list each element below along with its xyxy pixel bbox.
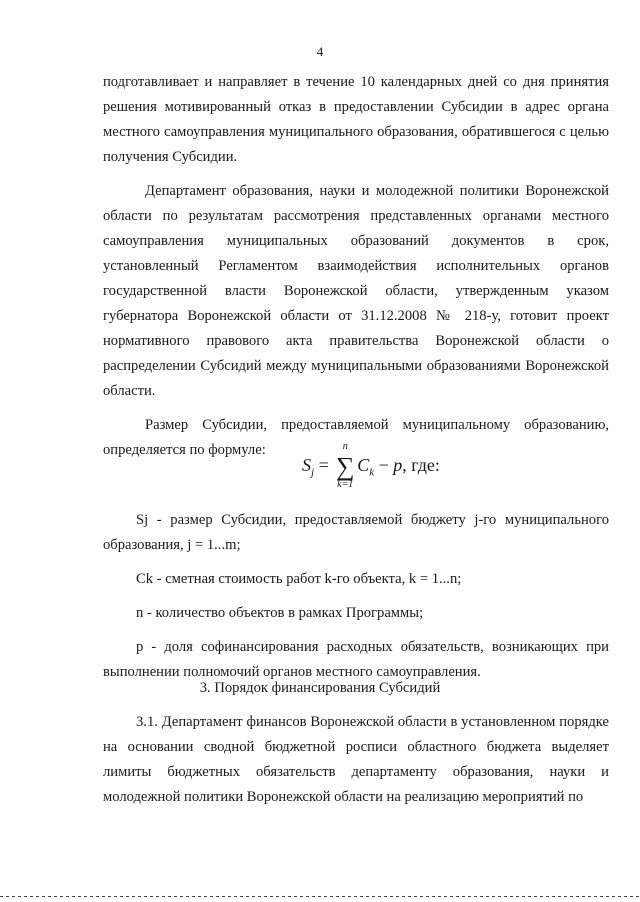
- section-title: 3. Порядок финансирования Субсидий: [199, 680, 441, 696]
- page-number: 4: [316, 44, 324, 59]
- formula-tail: , где:: [402, 455, 440, 475]
- formula-minus: −: [378, 455, 389, 475]
- formula-lhs-sub: j: [311, 466, 315, 479]
- sigma-icon: ∑: [335, 452, 355, 481]
- sum-upper-limit: n: [342, 441, 348, 452]
- paragraph-department: Департамент образования, науки и молодежной политики Воронежской области по результатам рассмотрения представленных органами местного самоуправления муниципальных образований документов в срок, установленный Регламентом взаимодействия исполнительных органов государственной власти Воронежской области, утвержденным указом губернатора Воронежской области от 31.12.2008 № 218-у, готовит проект нормативного правового акта правительства Воронежской области о распределении Субсидий между муниципальными образованиями Воронежской области.: [103, 183, 609, 399]
- formula-definitions: [103, 508, 609, 685]
- scan-edge-divider: [0, 896, 640, 897]
- paragraph-refusal: подготавливает и направляет в течение 10 календарных дней со дня принятия решения мотивированный отказ в предоставлении Субсидии в адрес органа местного самоуправления муниципального образования, обратившегося с целью получения Субсидии.: [103, 74, 609, 165]
- formula-lhs: S: [302, 455, 311, 475]
- paragraph-formula-intro: Размер Субсидии, предоставляемой муниципальному образованию, определяется по формуле:: [103, 417, 609, 458]
- sum-symbol: [333, 441, 357, 490]
- section-body: [103, 710, 609, 810]
- subsidy-formula: [302, 441, 440, 490]
- body-text: [103, 70, 609, 463]
- definition-n: n - количество объектов в рамках Программы;: [136, 605, 424, 621]
- definition-ck: Ck - сметная стоимость работ k-го объекта, k = 1...n;: [136, 571, 462, 587]
- definition-sj: Sj - размер Субсидии, предоставляемой бюджету j-го муниципального образования, j = 1...m;: [103, 512, 609, 553]
- formula-term-sub: k: [369, 466, 375, 479]
- formula-equals: =: [318, 455, 329, 475]
- definition-p: p - доля софинансирования расходных обязательств, возникающих при выполнении полномочий органов местного самоуправления.: [103, 639, 609, 680]
- sum-lower-limit: k=1: [337, 479, 354, 490]
- formula-term: C: [357, 455, 370, 475]
- formula-p: p: [393, 455, 403, 475]
- section-paragraph-3-1: 3.1. Департамент финансов Воронежской области в установленном порядке на основании сводной бюджетной росписи областного бюджета выделяет лимиты бюджетных обязательств департаменту образования, науки и молодежной политики Воронежской области на реализацию мероприятий по: [103, 714, 609, 805]
